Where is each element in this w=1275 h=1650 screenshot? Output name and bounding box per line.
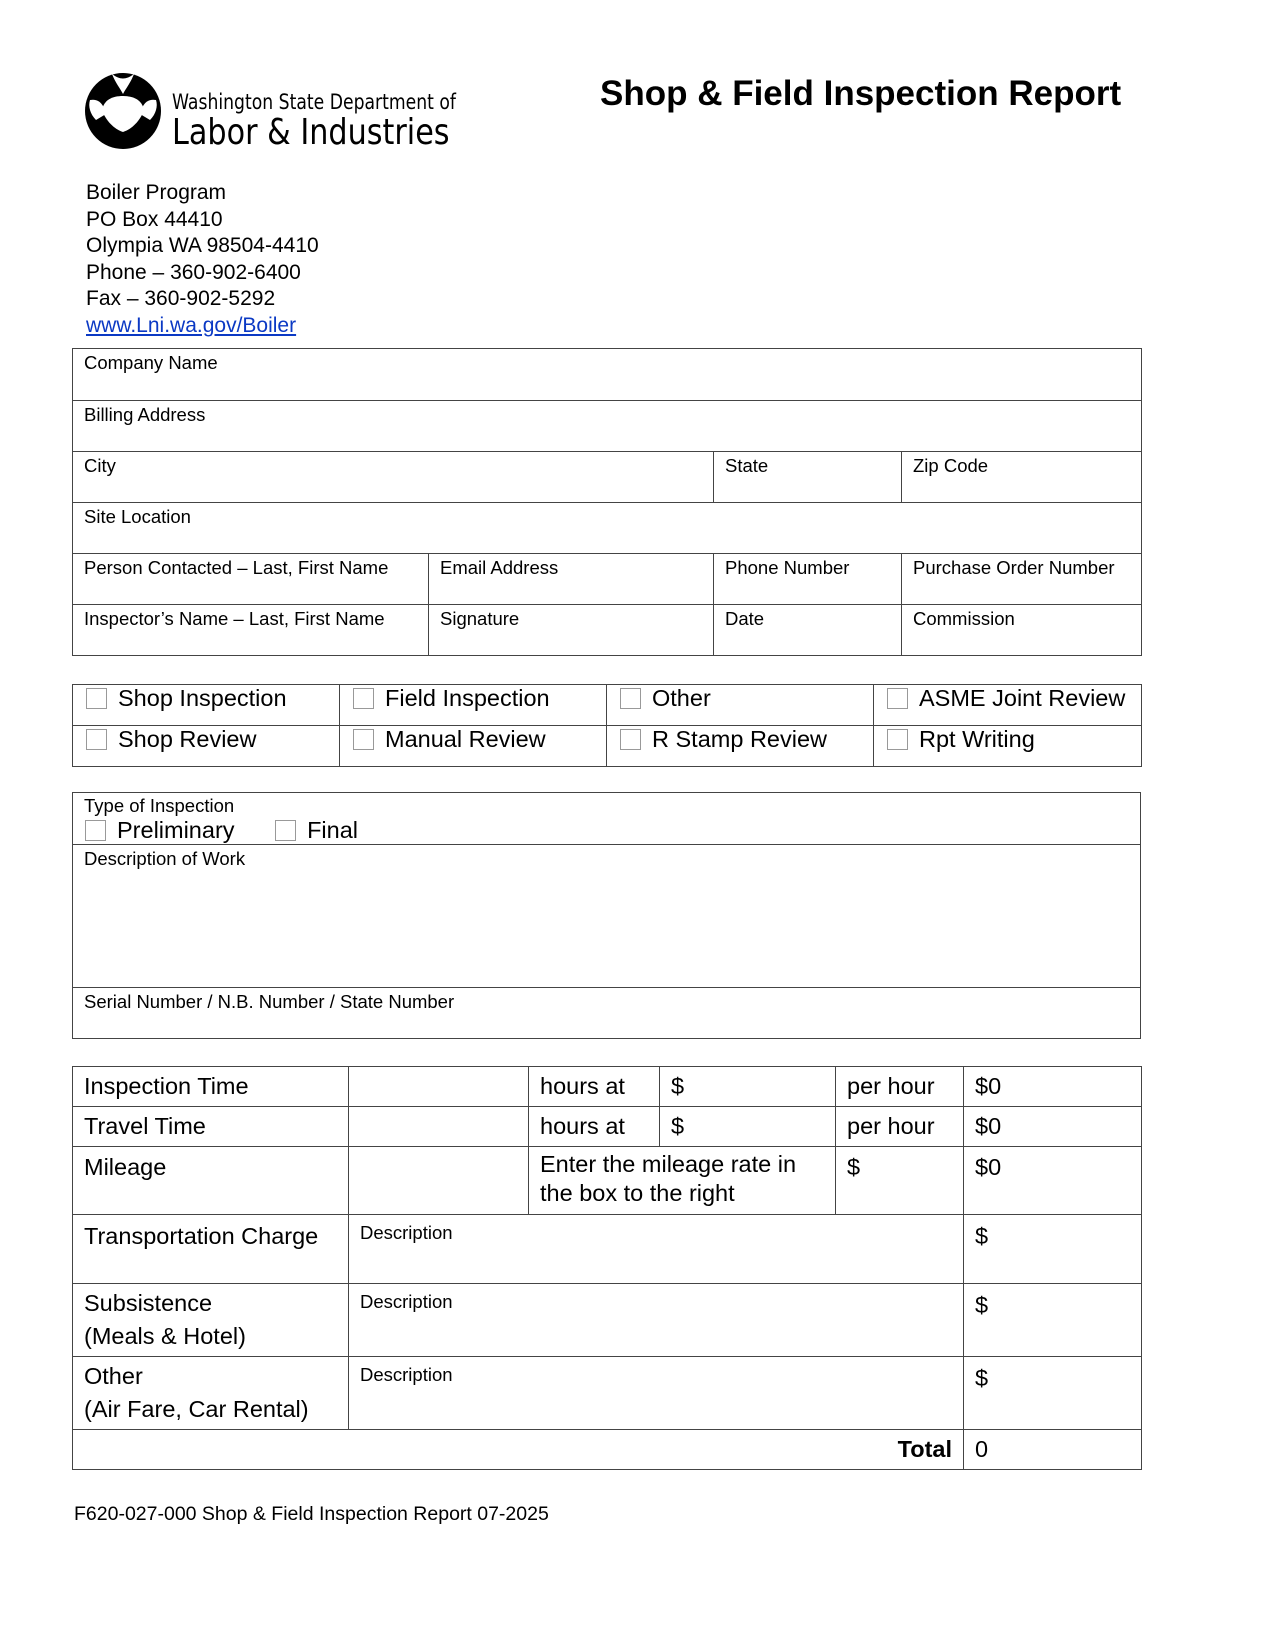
travel-amount: $0	[964, 1107, 1142, 1147]
transportation-amount-input[interactable]: $	[964, 1215, 1142, 1284]
company-name-field[interactable]: Company Name	[73, 349, 1142, 401]
subsistence-description-input[interactable]: Description	[349, 1284, 964, 1357]
phone-number-field[interactable]: Phone Number	[714, 554, 902, 605]
checkbox-icon[interactable]	[887, 729, 908, 750]
email-field[interactable]: Email Address	[429, 554, 714, 605]
site-location-field[interactable]: Site Location	[73, 503, 1142, 554]
agency-name-line2: Labor & Industries	[172, 112, 450, 153]
date-field[interactable]: Date	[714, 605, 902, 656]
subsistence-label: Subsistence (Meals & Hotel)	[73, 1284, 349, 1357]
inspection-time-label: Inspection Time	[73, 1067, 349, 1107]
travel-time-label: Travel Time	[73, 1107, 349, 1147]
cost-table: Inspection Time hours at $ per hour $0 Travel Time hours at $ per hour $0 Mileage Enter the mileage rate in the box to the right $ $0 Transportation Charge Description $ Subsistence (Meals & Hotel) Description $ Other (Air Fare, Car Rental) Description $ Total 0	[72, 1066, 1142, 1470]
checkbox-icon[interactable]	[85, 820, 106, 841]
mileage-input[interactable]	[349, 1147, 529, 1215]
checkbox-icon[interactable]	[86, 688, 107, 709]
program-name: Boiler Program	[86, 181, 227, 204]
po-box: PO Box 44410	[86, 207, 223, 231]
mileage-amount: $0	[964, 1147, 1142, 1215]
contact-info-table	[72, 348, 1142, 656]
person-contacted-field[interactable]: Person Contacted – Last, First Name	[73, 554, 429, 605]
lni-logo-icon	[82, 70, 164, 152]
checkbox-icon[interactable]	[86, 729, 107, 750]
inspector-name-field[interactable]: Inspector’s Name – Last, First Name	[73, 605, 429, 656]
state-field[interactable]: State	[714, 452, 902, 503]
mileage-note: Enter the mileage rate in the box to the right	[529, 1147, 836, 1215]
final-option[interactable]: Final	[307, 817, 358, 843]
transportation-description-input[interactable]: Description	[349, 1215, 964, 1284]
travel-rate-input[interactable]: $	[660, 1107, 836, 1147]
other-expense-label: Other (Air Fare, Car Rental)	[73, 1357, 349, 1430]
other-option[interactable]: Other	[607, 685, 874, 726]
work-description-table	[72, 792, 1141, 1039]
inspection-hours-input[interactable]	[349, 1067, 529, 1107]
description-of-work-field[interactable]: Description of Work	[73, 845, 1141, 988]
inspection-amount: $0	[964, 1067, 1142, 1107]
mileage-rate-input[interactable]: $	[836, 1147, 964, 1215]
fax-line: Fax – 360-902-5292	[86, 287, 276, 310]
total-amount: 0	[964, 1430, 1142, 1470]
signature-field[interactable]: Signature	[429, 605, 714, 656]
checkbox-icon[interactable]	[275, 820, 296, 841]
serial-number-field[interactable]: Serial Number / N.B. Number / State Number	[73, 988, 1141, 1039]
transportation-charge-label: Transportation Charge	[73, 1215, 349, 1284]
subsistence-amount-input[interactable]: $	[964, 1284, 1142, 1357]
purchase-order-field[interactable]: Purchase Order Number	[902, 554, 1142, 605]
other-description-input[interactable]: Description	[349, 1357, 964, 1430]
total-label: Total	[73, 1430, 964, 1470]
city-line: Olympia WA 98504-4410	[86, 234, 319, 257]
travel-hours-input[interactable]	[349, 1107, 529, 1147]
r-stamp-review-option[interactable]: R Stamp Review	[607, 726, 874, 767]
checkbox-icon[interactable]	[353, 729, 374, 750]
page-title: Shop & Field Inspection Report	[600, 74, 1122, 113]
address-block	[86, 180, 319, 339]
checkbox-icon[interactable]	[620, 688, 641, 709]
shop-review-option[interactable]: Shop Review	[73, 726, 340, 767]
other-amount-input[interactable]: $	[964, 1357, 1142, 1430]
form-id-footer: F620-027-000 Shop & Field Inspection Report 07-2025	[74, 1503, 549, 1525]
rpt-writing-option[interactable]: Rpt Writing	[874, 726, 1142, 767]
field-inspection-option[interactable]: Field Inspection	[340, 685, 607, 726]
city-field[interactable]: City	[73, 452, 714, 503]
checkbox-icon[interactable]	[887, 688, 908, 709]
inspection-rate-input[interactable]: $	[660, 1067, 836, 1107]
asme-joint-review-option[interactable]: ASME Joint Review	[874, 685, 1142, 726]
preliminary-option[interactable]: Preliminary	[117, 817, 235, 843]
agency-name-line1: Washington State Department of	[172, 90, 457, 114]
checkbox-icon[interactable]	[353, 688, 374, 709]
inspection-type-table	[72, 684, 1142, 767]
checkbox-icon[interactable]	[620, 729, 641, 750]
website-link[interactable]: www.Lni.wa.gov/Boiler	[86, 313, 297, 337]
billing-address-field[interactable]: Billing Address	[73, 401, 1142, 452]
zip-code-field[interactable]: Zip Code	[902, 452, 1142, 503]
commission-field[interactable]: Commission	[902, 605, 1142, 656]
mileage-label: Mileage	[73, 1147, 349, 1215]
phone-line: Phone – 360-902-6400	[86, 260, 301, 284]
shop-inspection-option[interactable]: Shop Inspection	[73, 685, 340, 726]
manual-review-option[interactable]: Manual Review	[340, 726, 607, 767]
type-of-inspection-field: Type of Inspection Preliminary Final	[73, 793, 1141, 845]
